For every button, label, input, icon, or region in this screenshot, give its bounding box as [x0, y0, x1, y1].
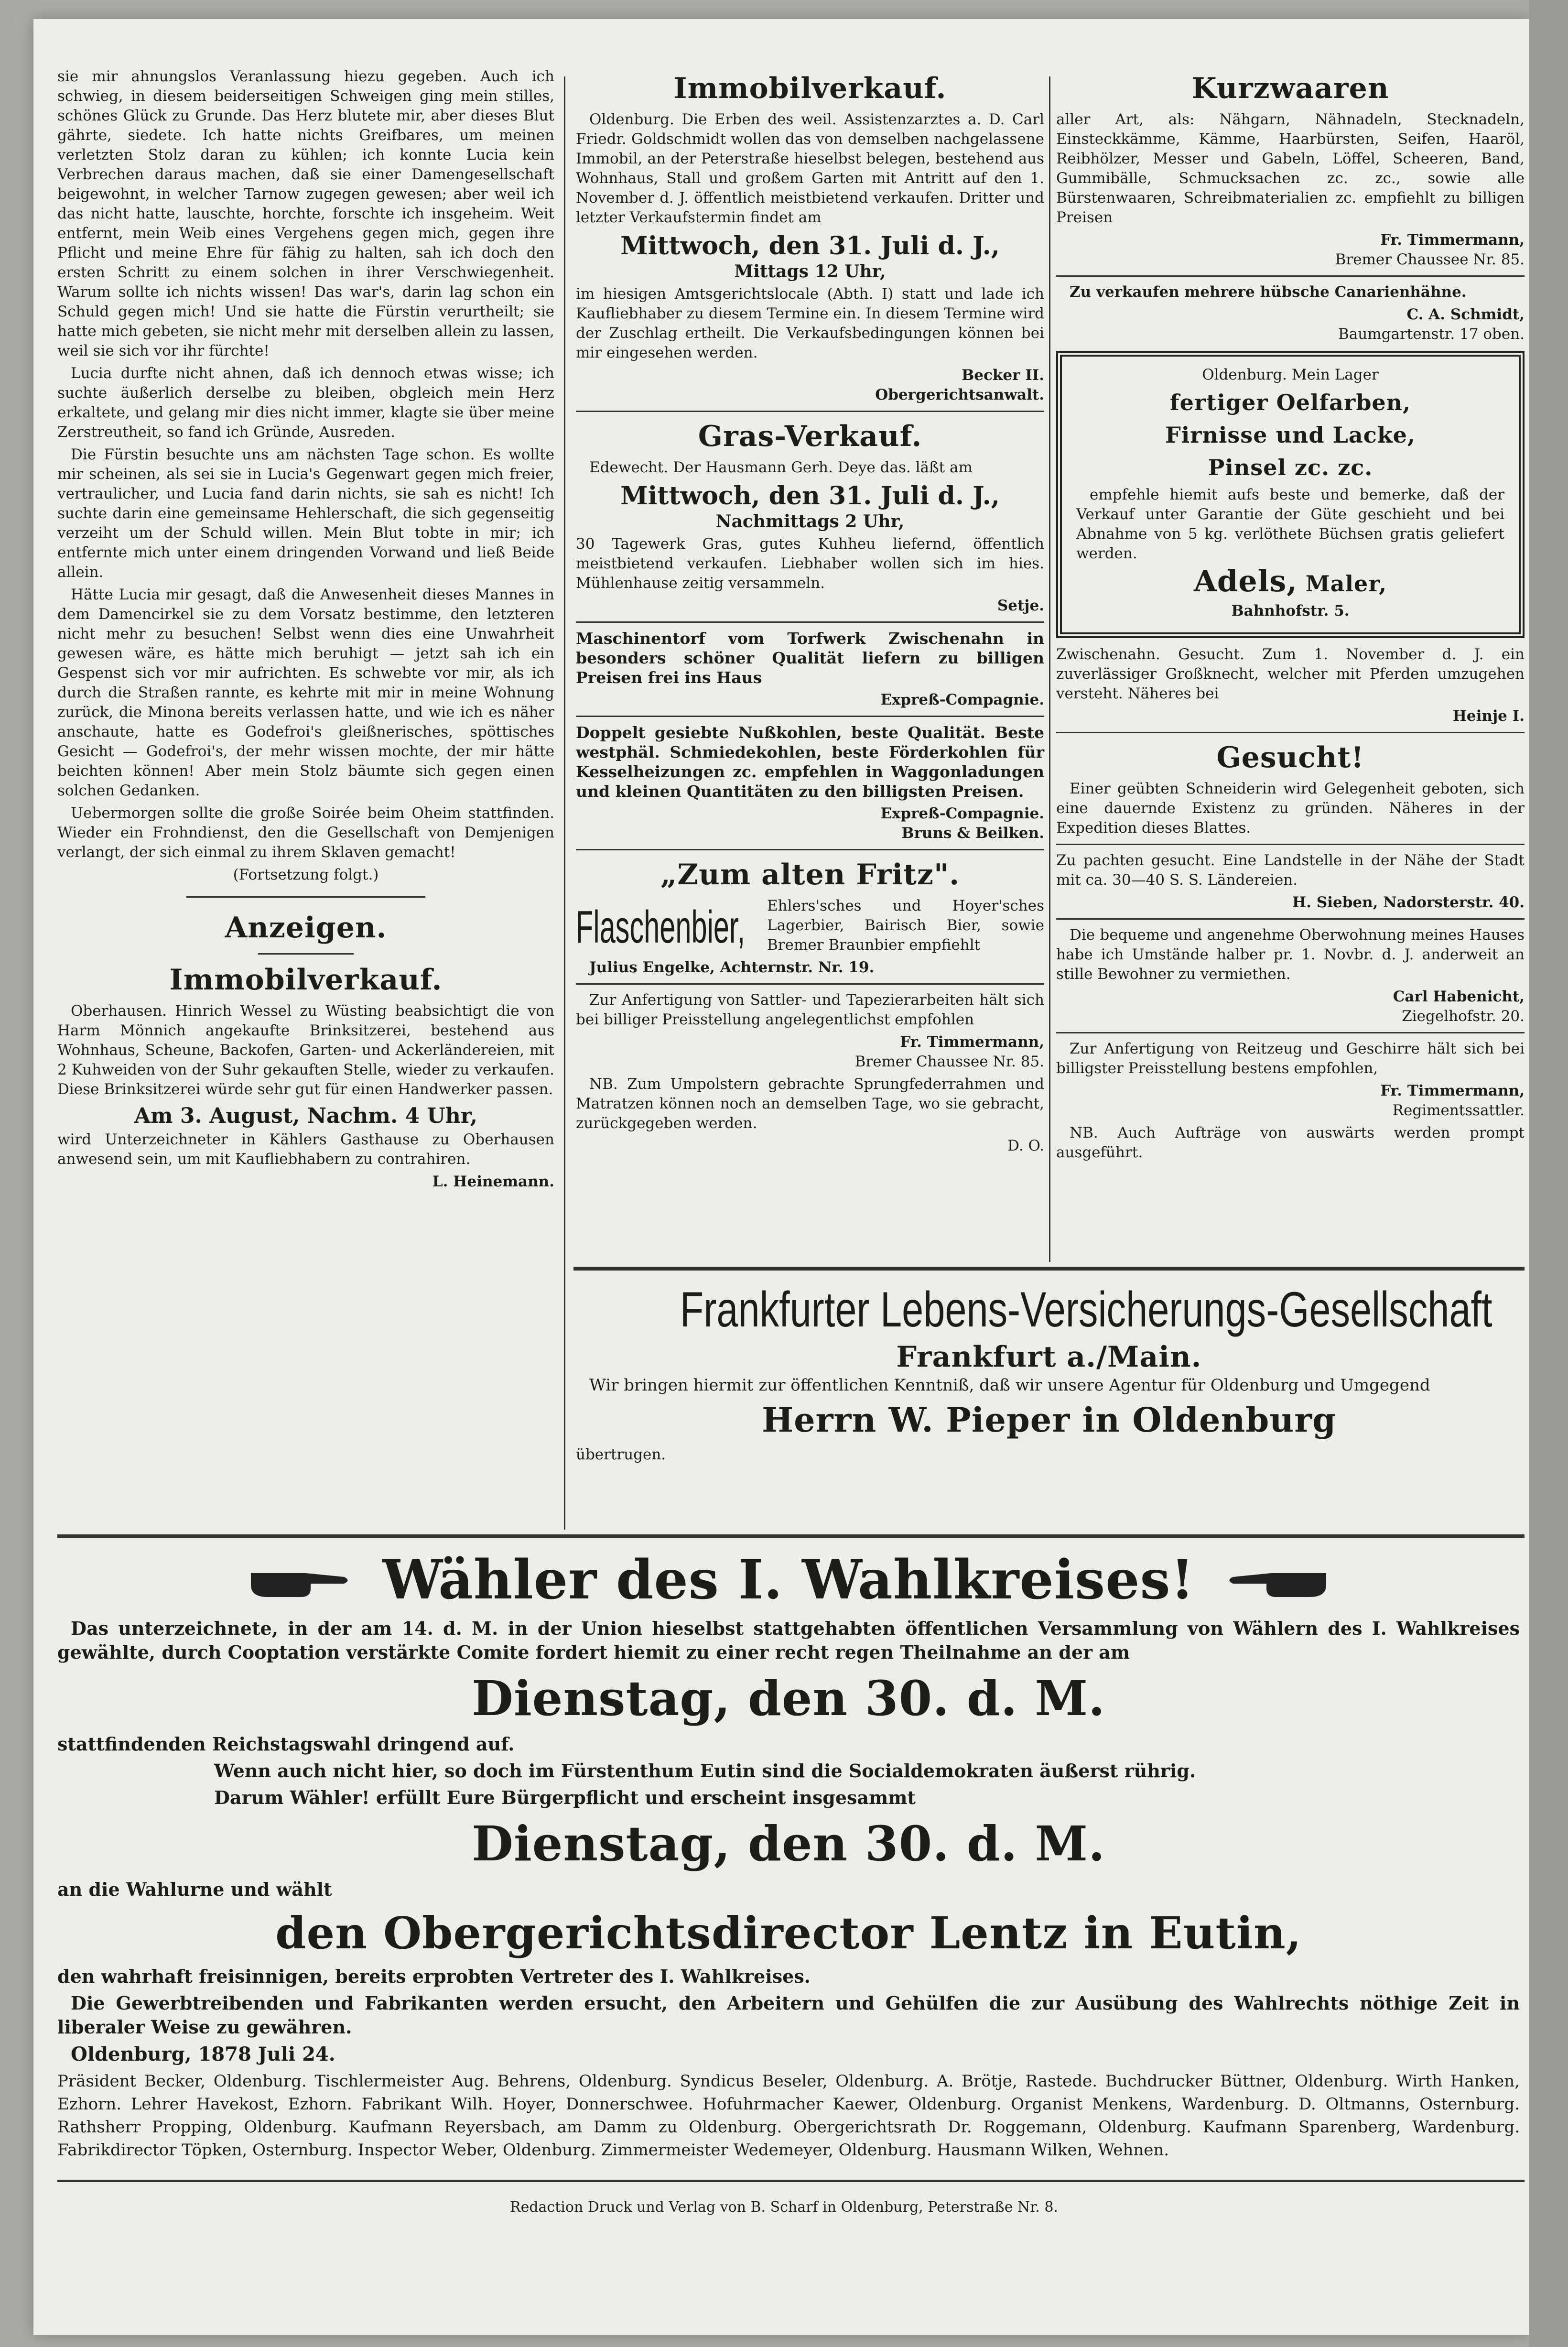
ad-row: [576, 896, 1044, 958]
ad-text: Zu pachten gesucht. Eine Landstelle in der Nähe der Stadt mit ca. 30—40 S. S. Ländereien.: [1056, 852, 1525, 889]
divider: [258, 953, 354, 955]
ad-signature: C. A. Schmidt,: [1406, 306, 1525, 323]
ad-text: Zur Anfertigung von Reitzeug und Geschirre hält sich bei billigster Preisstellung bestens empfohlen,: [1056, 1040, 1525, 1077]
ad-text: Doppelt gesiebte Nußkohlen, beste Qualität. Beste westphäl. Schmiedekohlen, beste Förderkohlen für Kesselheizungen zc. empfehlen in Waggonladungen und kleinen Quantitäten zu den billigsten Preisen.: [576, 723, 1044, 801]
ad-text: Ehlers'sches und Hoyer'sches Lagerbier, Bairisch Bier, sowie Bremer Braunbier empfiehlt: [767, 897, 1044, 954]
ad-signature: Expreß-Compagnie.: [880, 805, 1044, 822]
pointing-hand-left-icon: [1223, 1559, 1329, 1602]
rule: [57, 2180, 1525, 2182]
ad-address: Regimentssattler.: [1392, 1102, 1525, 1119]
story-paragraph: Die Fürstin besuchte uns am nächsten Tage schon. Es wollte mir scheinen, als sei sie in Lucia's Gegenwart gegen mich freier, vertraulicher, und Lucia fand darin nichts, sie sah es nicht! Ich suchte darin eine gemeinsame Hehlerschaft, die sich gegenseitig verzeiht um der Schuld willen. Mein Blut tobte in mir; ich entfernte mich unter einem dringenden Vorwand und ließ Beide allein.: [57, 446, 554, 581]
ad-text: empfehle hiemit aufs beste und bemerke, daß der Verkauf unter Garantie der Güte geschieht und bei Abnahme von 5 kg. verlöthete Büchsen gratis geliefert werden.: [1076, 486, 1504, 562]
insurance-agent: Herrn W. Pieper in Oldenburg: [761, 1400, 1337, 1440]
section-title: Anzeigen.: [225, 911, 387, 945]
column-rule: [1049, 76, 1050, 1262]
ad-signature: Bruns & Beilken.: [901, 825, 1044, 842]
insurance-city: Frankfurt a./Main.: [896, 1340, 1202, 1374]
ad-text: 30 Tagewerk Gras, gutes Kuhheu liefernd, öffentlich meistbietend verkaufen. Liebhaber wollen sich im hies. Mühlenhause zeitig versammeln.: [576, 535, 1044, 592]
election-text: den wahrhaft freisinnigen, bereits erprobten Vertreter des I. Wahlkreises.: [57, 1966, 811, 1987]
divider: [1056, 275, 1525, 277]
ad-text: Edewecht. Der Hausmann Gerh. Deye das. läßt am: [589, 459, 973, 476]
ad-time: Mittags 12 Uhr,: [734, 261, 886, 282]
ad-signature: Heinje I.: [1452, 707, 1525, 725]
ad-signature: Fr. Timmermann,: [900, 1033, 1044, 1051]
election-date: Dienstag, den 30. d. M.: [472, 1815, 1105, 1872]
story-continued: (Fortsetzung folgt.): [233, 866, 379, 883]
ad-text: Oldenburg. Die Erben des weil. Assistenzarztes a. D. Carl Friedr. Goldschmidt wollen das von demselben nachgelassene Immobil, an der Peterstraße hieselbst belegen, bestehend aus Wohnhaus, Stall und großem Garten mit Antritt auf den 1. November d. J. öffentlich meistbietend verkaufen. Dritter und letzter Verkaufstermin findet am: [576, 111, 1044, 226]
election-signers: Präsident Becker, Oldenburg. Tischlermeister Aug. Behrens, Oldenburg. Syndicus Beseler, Oldenburg. A. Brötje, Rastede. Buchdrucker Büttner, Oldenburg. Wirth Hanken, Ezhorn. Lehrer Havekost, Ezhorn. Fabrikant Wilh. Hoyer, Donnerschwee. Hofuhrmacher Kaewer, Oldenburg. Organist Menkens, Wardenburg. D. Oltmanns, Osternburg. Rathsherr Propping, Oldenburg. Kaufmann Reyersbach, am Damm zu Oldenburg. Obergerichtsrath Dr. Roggemann, Oldenburg. Kaufmann Sparenberg, Wardenburg. Fabrikdirector Töpken, Osternburg. Inspector Weber, Oldenburg. Zimmermeister Wedemeyer, Oldenburg. Hausmann Wilken, Wehnen.: [57, 2072, 1520, 2160]
ad-headline: Pinsel zc. zc.: [1208, 455, 1373, 480]
story-paragraph: sie mir ahnungslos Veranlassung hiezu gegeben. Auch ich schwieg, in diesem beiderseitigen Schweigen ging mein stilles, schönes Glück zu Grunde. Das Herz blutete mir, aber dieses Blut gährte, siedete. Ich hatte nichts Greifbares, um meinen verletzten Stolz daran zu kühlen; ich konnte Lucia kein Verbrechen daraus machen, daß sie einer Damengesellschaft beigewohnt, in welcher Tarnow zugegen gewesen; aber weil ich das nicht hatte, lauschte, horchte, forschte ich insgeheim. Weit entfernt, mein Weib eines Vergehens gegen mich, gegen ihre Pflicht und meine Ehre für fähig zu halten, sah ich doch den ersten Schritt zu einem solchen in ihrer Verschwiegenheit. Warum sollte ich nichts wissen! Das war's, darin lag schon ein Schuld gegen mich! Und sie hatte die Fürstin verurtheilt; sie hatte mich gebeten, sie nicht mehr mit derselben allein zu lassen, weil sie sich vor ihr fürchte!: [57, 68, 554, 359]
ad-text: aller Art, als: Nähgarn, Nähnadeln, Stecknadeln, Einsteckkämme, Kämme, Haarbürsten, Seifen, Haaröl, Reibhölzer, Messer und Gabeln, Löffel, Scheeren, Band, Gummibälle, Schmucksachen zc. zc., sowie alle Bürstenwaaren, Schreibmaterialien zc. empfiehlt zu billigen Preisen: [1056, 111, 1525, 226]
page-edge: [1529, 0, 1568, 2347]
story-paragraph: Uebermorgen sollte die große Soirée beim Oheim stattfinden. Wieder ein Frohndienst, den die Gesellschaft von Demjenigen verlangt, der sich einmal zu ihrem Sklaven gemacht!: [57, 804, 554, 861]
ad-signature: Fr. Timmermann,: [1380, 1082, 1525, 1099]
ad-date: Mittwoch, den 31. Juli d. J.,: [620, 481, 1000, 511]
column-middle: [576, 67, 1044, 1159]
insurance-text: übertrugen.: [576, 1446, 666, 1463]
divider: [576, 983, 1044, 985]
election-date: Dienstag, den 30. d. M.: [472, 1670, 1105, 1727]
ad-signature: H. Sieben, Nadorsterstr. 40.: [1292, 894, 1525, 911]
election-header: [57, 1544, 1520, 1617]
ad-signature: Setje.: [997, 597, 1044, 614]
election-title: Wähler des I. Wahlkreises!: [382, 1549, 1195, 1611]
ad-text: Maschinentorf vom Torfwerk Zwischenahn in besonders schöner Qualität liefern zu billigen Preisen frei ins Haus: [576, 629, 1044, 687]
ad-address: Baumgartenstr. 17 oben.: [1338, 326, 1525, 343]
election-text: Das unterzeichnete, in der am 14. d. M. in der Union hieselbst stattgehabten öffentlichen Versammlung von Wählern des I. Wahlkreises gewählte, durch Cooptation verstärkte Comite fordert hiemit zu einer recht regen Theilnahme an der am: [57, 1618, 1520, 1663]
column-rule: [564, 76, 565, 1530]
ad-signature: Becker II.: [962, 367, 1044, 384]
divider: [576, 716, 1044, 717]
paint-ad-box: [1056, 351, 1525, 638]
ad-date: Mittwoch, den 31. Juli d. J.,: [620, 231, 1000, 261]
ad-text: Die bequeme und angenehme Oberwohnung meines Hauses habe ich Umstände halber pr. 1. Novbr. d. J. anderweit an stille Bewohner zu vermiethen.: [1056, 926, 1525, 983]
ad-address: Bremer Chaussee Nr. 85.: [1335, 251, 1525, 268]
story-paragraph: Lucia durfte nicht ahnen, daß ich dennoch etwas wisse; ich suchte äußerlich derselbe zu bleiben, obgleich mein Herz erkaltete, und gelang mir dies nicht immer, klagte sie über meine Zerstreutheit, so fand ich Gründe, Ausreden.: [57, 365, 554, 441]
divider: [186, 896, 425, 898]
column-right: [1056, 67, 1525, 1165]
ad-title: Gesucht!: [1216, 741, 1364, 774]
ad-time: Nachmittags 2 Uhr,: [715, 511, 905, 532]
rule-thick: [57, 1534, 1525, 1538]
ad-title: Kurzwaaren: [1191, 72, 1389, 105]
column-left: [57, 67, 554, 1195]
ad-text: wird Unterzeichneter in Kählers Gasthause zu Oberhausen anwesend sein, um mit Kaufliebhabern zu contrahiren.: [57, 1131, 554, 1168]
ad-text: Einer geübten Schneiderin wird Gelegenheit geboten, sich eine dauernde Existenz zu gründen. Näheres in der Expedition dieses Blattes.: [1056, 780, 1525, 837]
ad-name-trade: Maler,: [1305, 571, 1387, 597]
election-place-date: Oldenburg, 1878 Juli 24.: [71, 2043, 335, 2065]
divider: [1056, 732, 1525, 733]
ad-note: NB. Zum Umpolstern gebrachte Sprungfederrahmen und Matratzen können noch an demselben Tage, wo sie gebracht, zurückgegeben werden.: [576, 1076, 1044, 1132]
election-text: Die Gewerbtreibenden und Fabrikanten werden ersucht, den Arbeitern und Gehülfen die zur Ausübung des Wahlrechts nöthige Zeit in liberaler Weise zu gewähren.: [57, 1992, 1520, 2038]
ad-signature: Carl Habenicht,: [1393, 988, 1525, 1005]
election-notice: [57, 1544, 1520, 2164]
insurance-text: Wir bringen hiermit zur öffentlichen Kenntniß, daß wir unsere Agentur für Oldenburg und Umgegend: [589, 1376, 1430, 1395]
ad-name: [1076, 566, 1504, 598]
ad-signature: Obergerichtsanwalt.: [875, 386, 1044, 403]
ad-text: Zwischenahn. Gesucht. Zum 1. November d. J. ein zuverlässiger Großknecht, welcher mit Pferden umzugehen versteht. Näheres bei: [1056, 646, 1525, 702]
election-text: an die Wahlurne und wählt: [57, 1879, 332, 1900]
imprint: Redaction Druck und Verlag von B. Scharf in Oldenburg, Peterstraße Nr. 8.: [510, 2199, 1058, 2216]
ad-title: „Zum alten Fritz".: [660, 858, 960, 891]
ad-signature: L. Heinemann.: [432, 1173, 554, 1190]
ad-address: Bremer Chaussee Nr. 85.: [854, 1053, 1044, 1070]
story-paragraph: Hätte Lucia mir gesagt, daß die Anwesenheit dieses Mannes in dem Damencirkel sie zu dem Vorsatz bestimme, den letzteren nicht mehr zu besuchen! Selbst wenn dies eine Unwahrheit gewesen wäre, es hätte mich beruhigt — jetzt sah ich ein Gespenst sich vor mir aufrichten. Es schwebte vor mir, als ich durch die Straßen rannte, es kehrte mit mir in meine Wohnung zurück, die Minona bereits verlassen hatte, und wie ich es näher anschaute, hatte es Godefroi's gleißnerisches, spöttisches Gesicht — Godefroi's, der mehr wissen mochte, der mir hätte beichten können! Aber mein Stolz bäumte sich gegen einen solchen Gedanken.: [57, 586, 554, 799]
ad-title: Gras-Verkauf.: [698, 420, 922, 453]
ad-title: Immobilverkauf.: [169, 963, 443, 997]
ad-signature: D. O.: [1007, 1137, 1044, 1154]
ad-text: Zur Anfertigung von Sattler- und Tapezierarbeiten hält sich bei billiger Preisstellung angelegentlichst empfohlen: [576, 991, 1044, 1028]
election-text: Darum Wähler! erfüllt Eure Bürgerpflicht und erscheint insgesammt: [214, 1787, 916, 1808]
pointing-hand-right-icon: [249, 1559, 354, 1602]
divider: [1056, 1032, 1525, 1033]
ad-headline: fertiger Oelfarben,: [1169, 390, 1411, 415]
ad-signature: Fr. Timmermann,: [1380, 231, 1525, 249]
ad-date: Am 3. August, Nachm. 4 Uhr,: [134, 1104, 478, 1128]
ad-text: Zu verkaufen mehrere hübsche Canarienhähne.: [1070, 283, 1467, 301]
ad-text: Oldenburg. Mein Lager: [1202, 366, 1379, 383]
divider: [576, 411, 1044, 412]
ad-signature: Expreß-Compagnie.: [880, 691, 1044, 708]
divider: [1056, 918, 1525, 920]
ad-text: Oberhausen. Hinrich Wessel zu Wüsting beabsichtigt die von Harm Mönnich angekaufte Brinksitzerei, bestehend aus Wohnhaus, Scheune, Backofen, Garten- und Ackerländereien, mit 2 Kuhweiden von der Suhr gekauften Stelle, wieder zu verkaufen. Diese Brinksitzerei würde sehr gut für einen Handwerker passen.: [57, 1002, 554, 1098]
election-candidate: den Obergerichtsdirector Lentz in Eutin,: [275, 1907, 1302, 1959]
ad-note: NB. Auch Aufträge von auswärts werden prompt ausgeführt.: [1056, 1124, 1525, 1161]
divider: [576, 849, 1044, 850]
ad-signature: Julius Engelke, Achternstr. Nr. 19.: [589, 959, 875, 976]
divider: [576, 621, 1044, 623]
ad-address: Ziegelhofstr. 20.: [1402, 1008, 1525, 1025]
insurance-title: Frankfurter Lebens-Versicherungs-Gesellschaft: [680, 1282, 1492, 1337]
ad-big-word: Flaschenbier,: [576, 901, 746, 953]
election-text: Wenn auch nicht hier, so doch im Fürstenthum Eutin sind die Socialdemokraten äußerst rührig.: [214, 1760, 1196, 1782]
ad-text: im hiesigen Amtsgerichtslocale (Abth. I) statt und lade ich Kaufliebhaber zu diesem Termine ein. In diesem Termine wird der Zuschlag ertheilt. Die Verkaufsbedingungen können bei mir eingesehen werden.: [576, 285, 1044, 361]
insurance-ad: [576, 1281, 1522, 1467]
ad-title: Immobilverkauf.: [673, 72, 947, 105]
rule-thick: [573, 1267, 1525, 1271]
ad-address: Bahnhofstr. 5.: [1231, 602, 1350, 619]
ad-headline: Firnisse und Lacke,: [1165, 422, 1416, 448]
election-text: stattfindenden Reichstagswahl dringend auf.: [57, 1733, 515, 1755]
ad-name-main: Adels,: [1193, 564, 1298, 598]
divider: [1056, 844, 1525, 845]
